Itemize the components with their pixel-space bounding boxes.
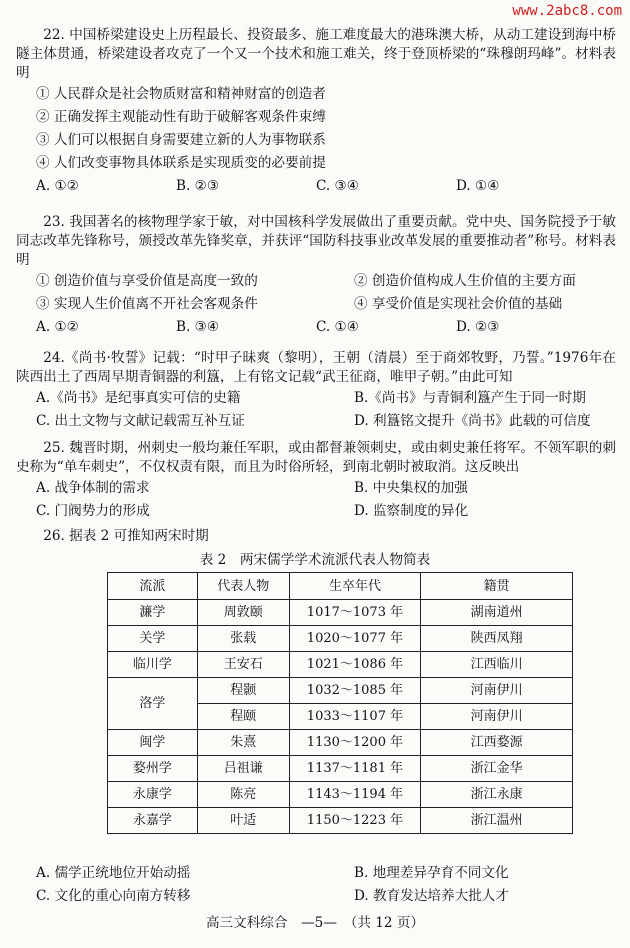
cell-school: 关学	[108, 626, 198, 652]
q23-option-a: A. ①②	[36, 319, 79, 335]
q26-options-block	[16, 862, 616, 908]
q26-stem: 26. 据表 2 可推知两宋时期	[43, 528, 209, 544]
cell-years: 1130～1200 年	[289, 730, 421, 756]
cell-years: 1137～1181 年	[289, 756, 421, 782]
cell-origin: 江西婺源	[421, 730, 573, 756]
q22-options	[16, 175, 616, 197]
cell-years: 1150～1223 年	[289, 808, 421, 834]
header-origin: 籍贯	[421, 573, 573, 600]
cell-origin: 江西临川	[421, 652, 573, 678]
table-caption: 表 2 两宋儒学学术流派代表人物简表	[199, 552, 431, 568]
header-person: 代表人物	[197, 573, 289, 600]
q23-options	[16, 316, 616, 338]
q23-item: ① 创造价值与享受价值是高度一致的	[36, 273, 258, 289]
cell-person: 王安石	[197, 652, 289, 678]
cell-person: 张载	[197, 626, 289, 652]
question-24	[16, 349, 616, 433]
cell-person: 程颐	[197, 704, 289, 730]
q26-option-b: B. 地理差异孕育不同文化	[354, 865, 509, 881]
q22-option-b: B. ②③	[176, 178, 220, 194]
table-row	[108, 652, 573, 678]
scholars-table	[107, 572, 573, 834]
q25-option-b: B. 中央集权的加强	[354, 480, 468, 496]
q24-option-a: A.《尚书》是纪事真实可信的史籍	[36, 390, 241, 406]
header-years: 生卒年代	[289, 573, 421, 600]
q22-item: ④ 人们改变事物具体联系是实现质变的必要前提	[36, 155, 326, 171]
cell-person: 吕祖谦	[197, 756, 289, 782]
table-row	[108, 730, 573, 756]
q23-stem: 23. 我国著名的核物理学家于敏，对中国核科学发展做出了重要贡献。党中央、国务院授予于敏同志改革先锋称号，颁授改革先锋奖章，并获评“国防科技事业改革发展的重要推动者”称号。材料表明	[16, 214, 616, 268]
cell-years: 1017～1073 年	[289, 600, 421, 626]
q24-stem: 24.《尚书·牧誓》记载：“时甲子昧爽（黎明），王朝（清晨）至于商郊牧野，乃誓。”1976年在陕西出土了西周早期青铜器的利簋，上有铭文记载“武王征商，唯甲子朝。”由此可知	[16, 350, 616, 385]
q26-option-d: D. 教育发达培养大批人才	[354, 888, 509, 904]
q25-options	[16, 477, 616, 523]
q24-option-c: C. 出土文物与文献记载需互补互证	[36, 413, 245, 429]
q26-option-a: A. 儒学正统地位开始动摇	[36, 865, 191, 881]
q25-option-a: A. 战争体制的需求	[36, 480, 150, 496]
cell-person: 周敦颐	[197, 600, 289, 626]
cell-origin: 浙江温州	[421, 808, 573, 834]
cell-years: 1033～1107 年	[289, 704, 421, 730]
q24-options	[16, 387, 616, 433]
table-row	[108, 808, 573, 834]
q26-option-c: C. 文化的重心向南方转移	[36, 888, 191, 904]
q22-option-c: C. ③④	[316, 178, 359, 194]
q22-option-a: A. ①②	[36, 178, 79, 194]
watermark: www.2abc8.com	[512, 3, 622, 19]
cell-person: 陈亮	[197, 782, 289, 808]
q23-items	[16, 270, 616, 316]
page-footer: 高三文科综合 —5— （共 12 页）	[205, 915, 425, 931]
q23-option-b: B. ③④	[176, 319, 220, 335]
cell-school: 永康学	[108, 782, 198, 808]
q25-stem: 25. 魏晋时期，州刺史一般均兼任军职，或由都督兼领刺史，或由刺史兼任将军。不领军职的刺史称为“单车刺史”，不仅权责有限，而且为时俗所轻，到南北朝时被取消。这反映出	[16, 440, 616, 475]
q22-item: ① 人民群众是社会物质财富和精神财富的创造者	[36, 86, 326, 102]
table-header-row	[108, 573, 573, 600]
cell-years: 1032～1085 年	[289, 678, 421, 704]
question-26	[16, 527, 616, 546]
q24-option-b: B.《尚书》与青铜利簋产生于同一时期	[354, 390, 586, 406]
cell-origin: 浙江永康	[421, 782, 573, 808]
q26-options	[16, 862, 616, 908]
question-22	[16, 26, 616, 197]
cell-origin: 河南伊川	[421, 704, 573, 730]
q22-stem: 22. 中国桥梁建设史上历程最长、投资最多、施工难度最大的港珠澳大桥，从动工建设到海中桥隧主体贯通，桥梁建设者攻克了一个又一个技术和施工难关，终于登顶桥梁的“珠穆朗玛峰”。材料表明	[16, 27, 616, 81]
header-school: 流派	[108, 573, 198, 600]
q25-option-c: C. 门阀势力的形成	[36, 503, 150, 519]
q23-item: ③ 实现人生价值离不开社会客观条件	[36, 296, 258, 312]
q24-option-d: D. 利簋铭文提升《尚书》此载的可信度	[354, 413, 591, 429]
question-25	[16, 439, 616, 523]
cell-years: 1143～1194 年	[289, 782, 421, 808]
q22-option-d: D. ①④	[456, 178, 500, 194]
cell-person: 叶适	[197, 808, 289, 834]
table-row	[108, 626, 573, 652]
table-row	[108, 678, 573, 704]
table-row	[108, 756, 573, 782]
cell-person: 朱熹	[197, 730, 289, 756]
cell-school: 濂学	[108, 600, 198, 626]
cell-person: 程颢	[197, 678, 289, 704]
cell-school: 闽学	[108, 730, 198, 756]
cell-origin: 湖南道州	[421, 600, 573, 626]
q25-option-d: D. 监察制度的异化	[354, 503, 469, 519]
q23-option-c: C. ①④	[316, 319, 359, 335]
table-row	[108, 600, 573, 626]
question-23	[16, 213, 616, 338]
q22-item: ③ 人们可以根据自身需要建立新的人为事物联系	[36, 132, 326, 148]
cell-origin: 河南伊川	[421, 678, 573, 704]
q23-item: ② 创造价值构成人生价值的主要方面	[354, 273, 576, 289]
cell-school: 临川学	[108, 652, 198, 678]
cell-origin: 陕西凤翔	[421, 626, 573, 652]
q23-item: ④ 享受价值是实现社会价值的基础	[354, 296, 563, 312]
cell-years: 1020～1077 年	[289, 626, 421, 652]
cell-years: 1021～1086 年	[289, 652, 421, 678]
table-row	[108, 782, 573, 808]
q22-item: ② 正确发挥主观能动性有助于破解客观条件束缚	[36, 109, 326, 125]
cell-school: 洛学	[108, 678, 198, 730]
q23-option-d: D. ②③	[456, 319, 500, 335]
cell-school: 婺州学	[108, 756, 198, 782]
cell-school: 永嘉学	[108, 808, 198, 834]
cell-origin: 浙江金华	[421, 756, 573, 782]
